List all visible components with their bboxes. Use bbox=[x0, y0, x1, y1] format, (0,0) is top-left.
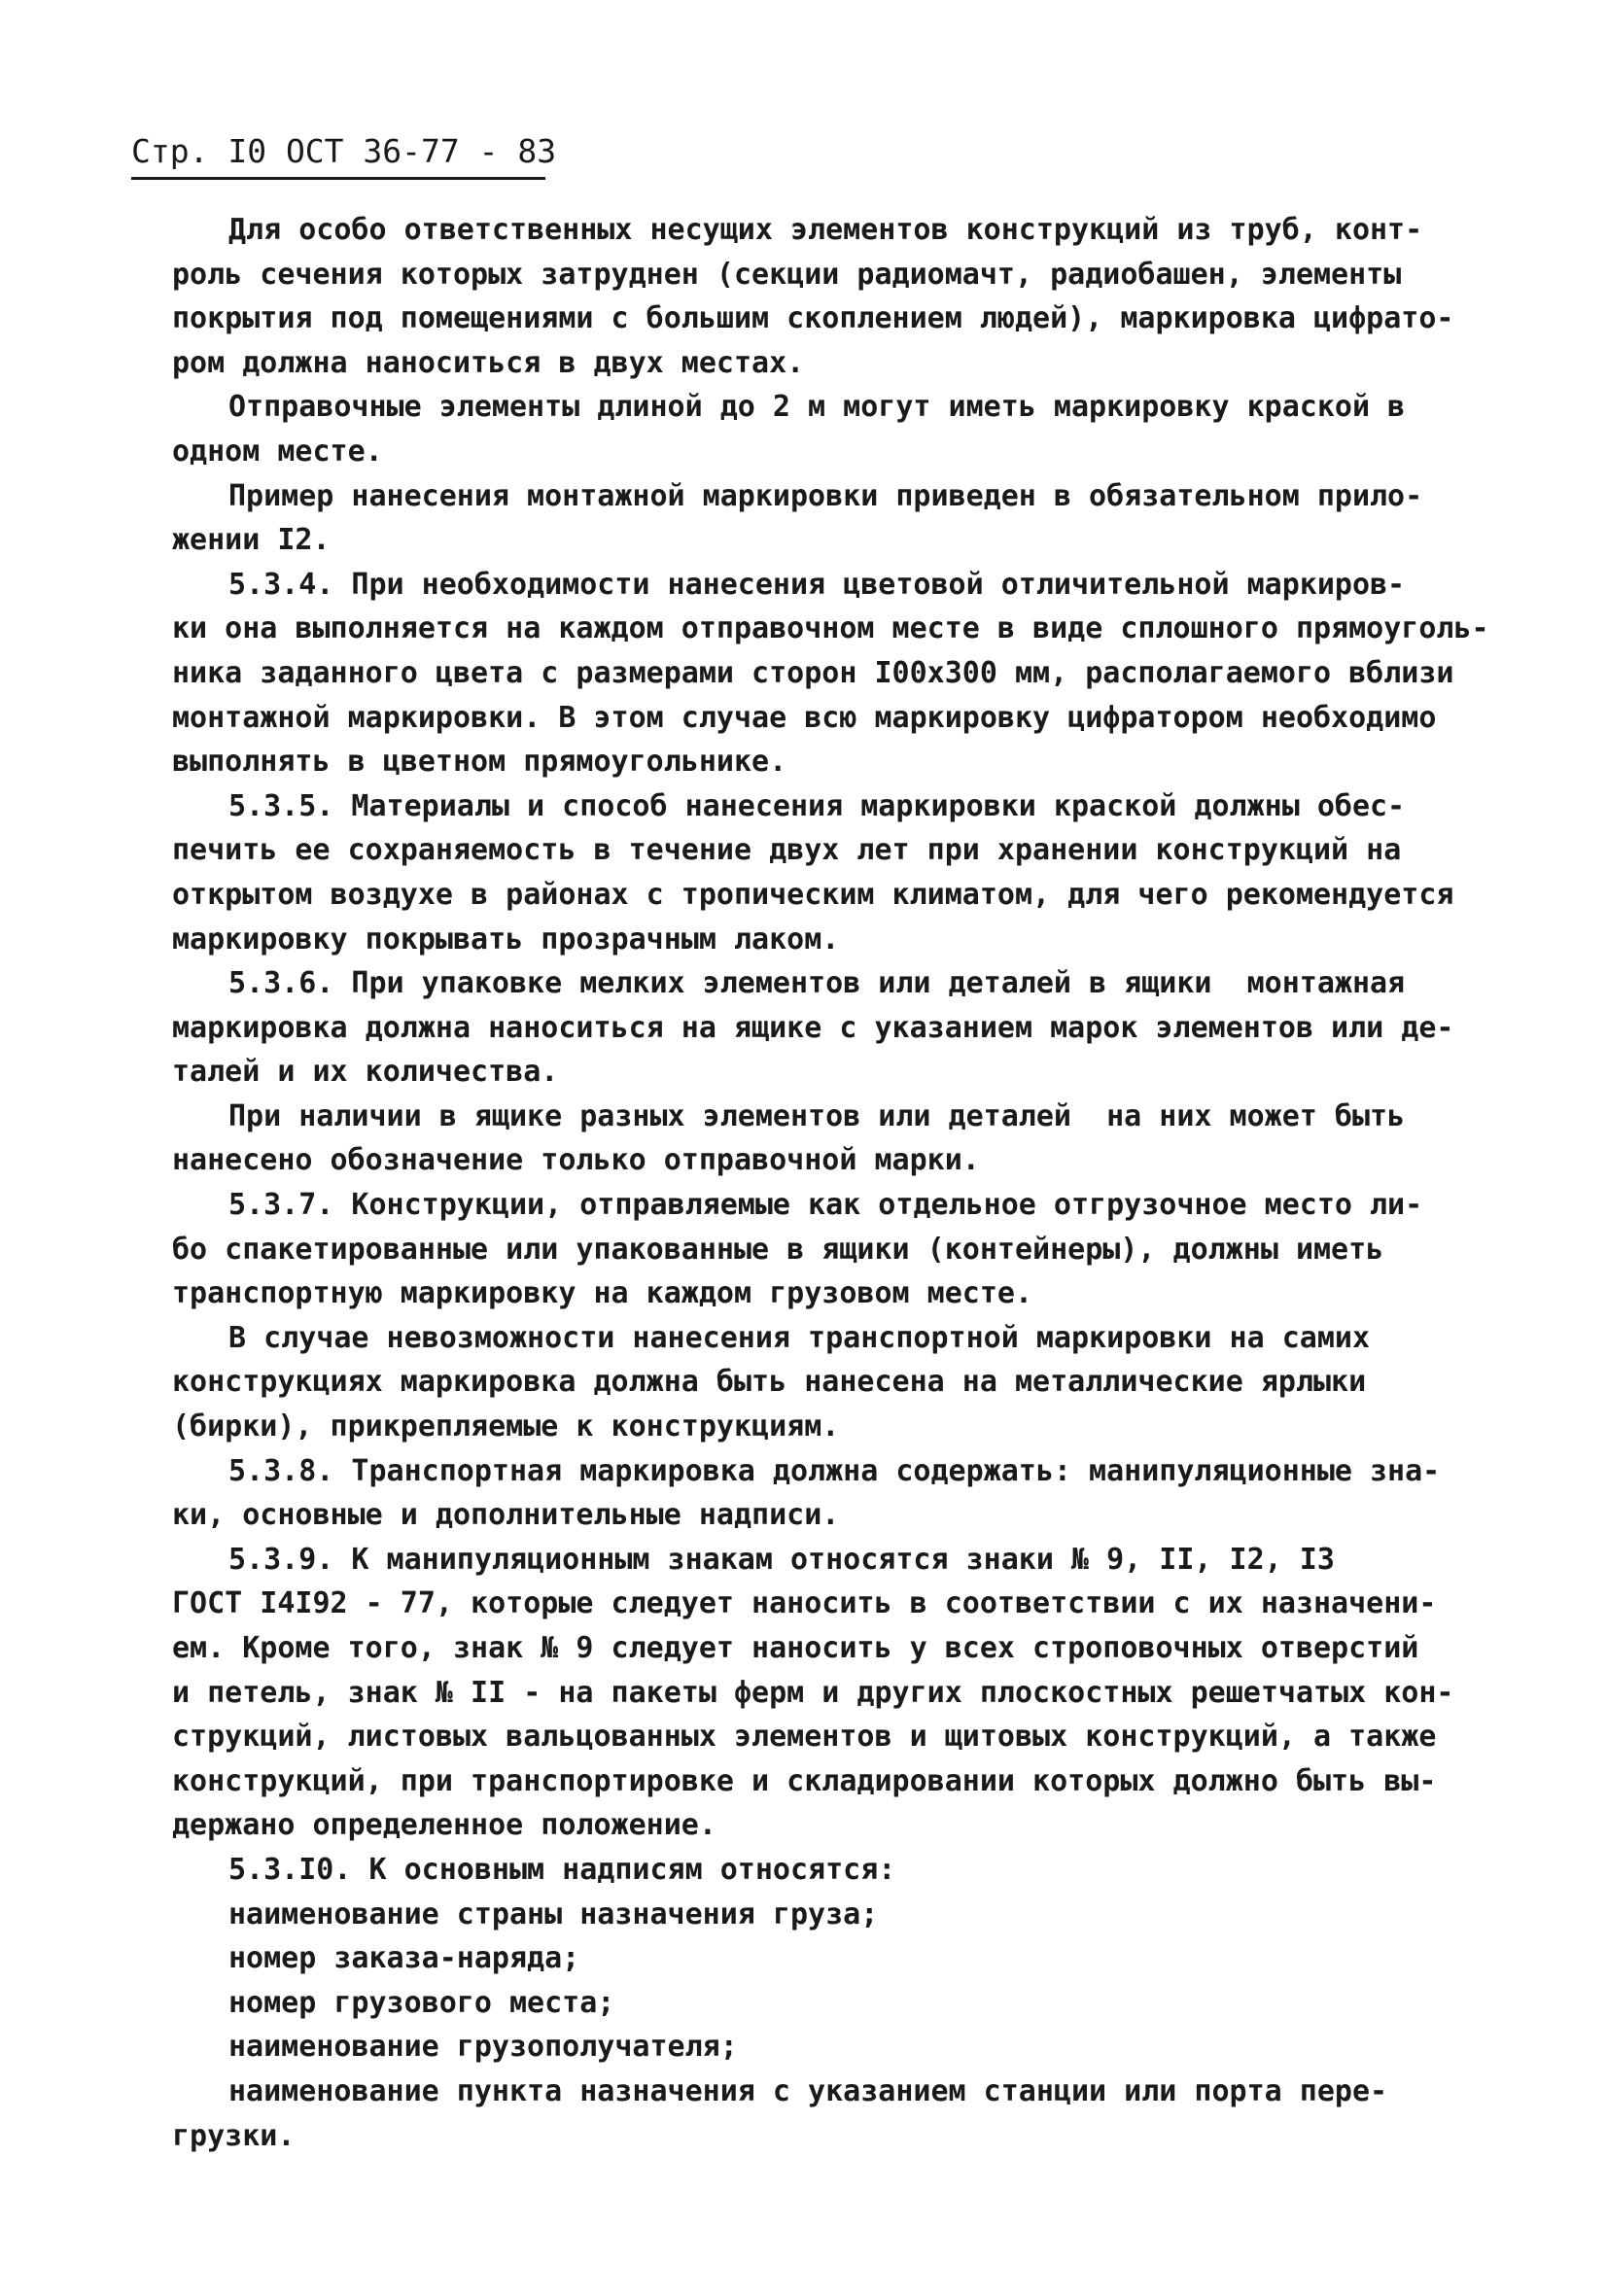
text-line: наименование пункта назначения с указанием станции или порта пере- bbox=[228, 2073, 1388, 2108]
text-line: 5.3.I0. К основным надписям относятся: bbox=[228, 1852, 896, 1887]
text-line: Для особо ответственных несущих элементов конструкций из труб, конт- bbox=[228, 213, 1423, 247]
text-line: печить ее сохраняемость в течение двух лет при хранении конструкций на bbox=[172, 833, 1402, 868]
text-line: Пример нанесения монтажной маркировки приведен в обязательном прило- bbox=[228, 478, 1423, 513]
text-line: маркировка должна наноситься на ящике с указанием марок элементов или де- bbox=[172, 1010, 1454, 1045]
text-line: 5.3.6. При упаковке мелких элементов или деталей в ящики монтажная bbox=[228, 966, 1406, 1001]
text-line: Отправочные элементы длиной до 2 м могут иметь маркировку краской в bbox=[228, 390, 1406, 425]
text-line: конструкциях маркировка должна быть нанесена на металлические ярлыки bbox=[172, 1365, 1367, 1400]
text-line: бо спакетированные или упакованные в ящики (контейнеры), должны иметь bbox=[172, 1232, 1384, 1267]
text-line: транспортную маркировку на каждом грузовом месте. bbox=[172, 1276, 1033, 1311]
text-line: ГОСТ I4I92 - 77, которые следует наносить в соответствии с их назначени- bbox=[172, 1586, 1437, 1621]
text-line: ем. Кроме того, знак № 9 следует наносить у всех строповочных отверстий bbox=[172, 1631, 1419, 1665]
text-line: ки, основные и дополнительные надписи. bbox=[172, 1498, 840, 1533]
text-line: номер заказа-наряда; bbox=[228, 1941, 580, 1976]
text-line: ника заданного цвета с размерами сторон I00х300 мм, располагаемого вблизи bbox=[172, 655, 1454, 690]
text-line: 5.3.5. Материалы и способ нанесения маркировки краской должны обес- bbox=[228, 788, 1406, 823]
text-line: наименование страны назначения груза; bbox=[228, 1896, 879, 1931]
text-line: 5.3.9. К манипуляционным знакам относятся знаки № 9, II, I2, I3 bbox=[228, 1542, 1335, 1577]
text-line: струкций, листовых вальцованных элементов и щитовых конструкций, а также bbox=[172, 1720, 1437, 1755]
page-header: Стр. I0 ОСТ 36-77 - 83 bbox=[131, 132, 545, 180]
text-line: номер грузового места; bbox=[228, 1985, 615, 2020]
text-line: открытом воздухе в районах с тропическим климатом, для чего рекомендуется bbox=[172, 877, 1454, 912]
text-line: При наличии в ящике разных элементов или деталей на них может быть bbox=[228, 1098, 1406, 1133]
text-line: (бирки), прикрепляемые к конструкциям. bbox=[172, 1409, 840, 1444]
document-body bbox=[172, 208, 1489, 2158]
text-line: В случае невозможности нанесения транспортной маркировки на самих bbox=[228, 1320, 1370, 1355]
text-line: монтажной маркировки. В этом случае всю маркировку цифратором необходимо bbox=[172, 700, 1437, 735]
text-line: одном месте. bbox=[172, 434, 383, 469]
text-line: покрытия под помещениями с большим скоплением людей), маркировка цифрато- bbox=[172, 301, 1454, 336]
text-line: держано определенное положение. bbox=[172, 1808, 716, 1843]
text-line: грузки. bbox=[172, 2118, 296, 2153]
text-line: нанесено обозначение только отправочной марки. bbox=[172, 1143, 980, 1178]
text-line: наименование грузополучателя; bbox=[228, 2030, 738, 2065]
text-line: ки она выполняется на каждом отправочном месте в виде сплошного прямоуголь- bbox=[172, 611, 1489, 646]
text-line: и петель, знак № II - на пакеты ферм и других плоскостных решетчатых кон- bbox=[172, 1675, 1454, 1710]
text-line: ром должна наноситься в двух местах. bbox=[172, 345, 805, 380]
text-line: роль сечения которых затруднен (секции радиомачт, радиобашен, элементы bbox=[172, 257, 1402, 292]
text-line: 5.3.4. При необходимости нанесения цветовой отличительной маркиров- bbox=[228, 567, 1406, 602]
text-line: талей и их количества. bbox=[172, 1055, 559, 1090]
text-line: маркировку покрывать прозрачным лаком. bbox=[172, 922, 840, 957]
text-line: 5.3.8. Транспортная маркировка должна содержать: манипуляционные зна- bbox=[228, 1453, 1441, 1488]
text-line: 5.3.7. Конструкции, отправляемые как отдельное отгрузочное место ли- bbox=[228, 1188, 1423, 1223]
text-line: выполнять в цветном прямоугольнике. bbox=[172, 745, 787, 780]
text-line: жении I2. bbox=[172, 523, 331, 558]
text-line: конструкций, при транспортировке и складировании которых должно быть вы- bbox=[172, 1763, 1437, 1798]
